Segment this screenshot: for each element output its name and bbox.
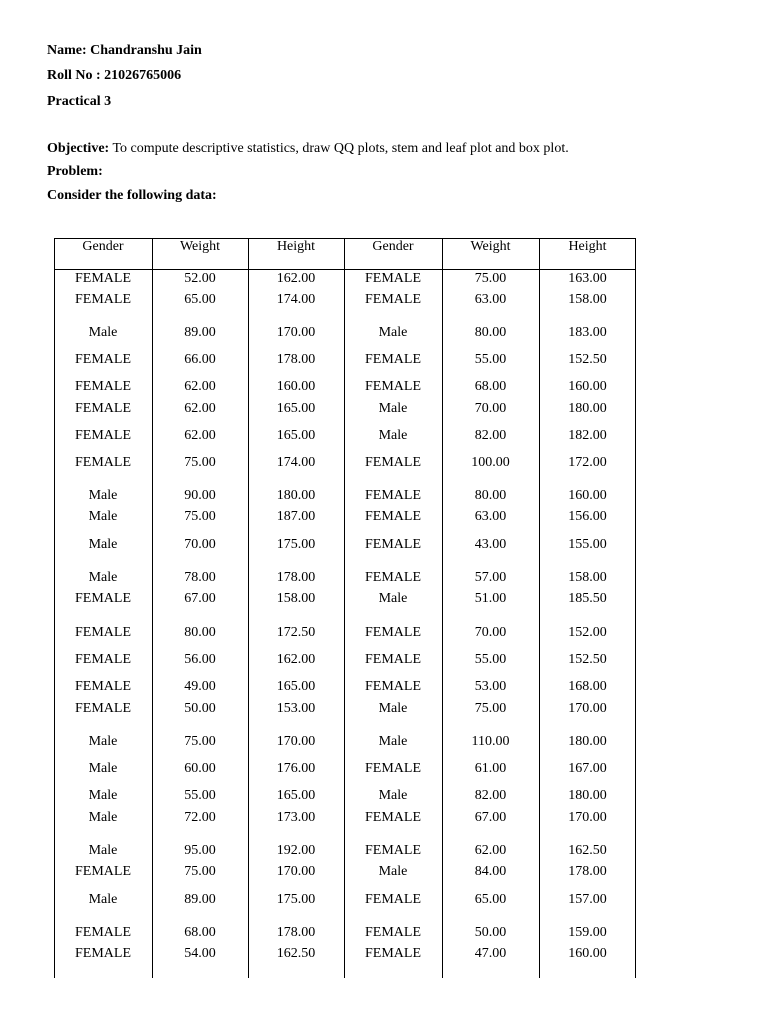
table-cell: 168.00	[568, 679, 607, 694]
table-cell: 70.00	[184, 537, 216, 552]
table-cell: 192.00	[276, 843, 316, 858]
table-cell: 62.00	[184, 428, 216, 443]
table-cell: 153.00	[276, 701, 316, 716]
table-cell: FEMALE	[75, 271, 131, 286]
table-cell: 182.00	[568, 428, 607, 443]
table-cell: Male	[88, 843, 118, 858]
table-cell: FEMALE	[75, 625, 131, 640]
table-header-cell: Weight	[179, 239, 221, 254]
table-cell: FEMALE	[365, 292, 421, 307]
table-cell: 75.00	[184, 509, 216, 524]
table-cell: 80.00	[474, 325, 507, 340]
problem-label: Problem:	[47, 164, 103, 179]
table-cell: FEMALE	[75, 701, 131, 716]
table-cell: FEMALE	[365, 455, 421, 470]
table-cell: 54.00	[184, 946, 216, 961]
table-cell: FEMALE	[365, 509, 421, 524]
table-cell: 110.00	[471, 734, 510, 749]
table-cell: 75.00	[184, 455, 216, 470]
table-cell: 70.00	[474, 401, 507, 416]
table-cell: 178.00	[276, 352, 316, 367]
table-cell: 174.00	[276, 292, 316, 307]
table-cell: FEMALE	[75, 679, 131, 694]
consider-label: Consider the following data:	[47, 188, 217, 203]
table-cell: 175.00	[276, 892, 316, 907]
table-cell: 75.00	[184, 864, 216, 879]
table-cell: 162.50	[276, 946, 316, 961]
table-cell: 172.00	[568, 455, 607, 470]
table-cell: Male	[88, 325, 118, 340]
table-cell: 52.00	[184, 271, 216, 286]
table-cell: 160.00	[568, 946, 607, 961]
table-cell: FEMALE	[365, 946, 421, 961]
roll-number: Roll No : 21026765006	[47, 68, 182, 83]
table-cell: 156.00	[568, 509, 607, 524]
table-cell: FEMALE	[365, 843, 421, 858]
table-cell: 162.50	[568, 843, 607, 858]
table-cell: FEMALE	[75, 864, 131, 879]
table-cell: 95.00	[184, 843, 216, 858]
table-cell: FEMALE	[75, 925, 131, 940]
table-cell: FEMALE	[75, 379, 131, 394]
table-cell: 57.00	[474, 570, 507, 585]
table-cell: FEMALE	[365, 892, 421, 907]
table-cell: 165.00	[276, 401, 316, 416]
table-cell: Male	[378, 701, 408, 716]
table-cell: FEMALE	[75, 401, 131, 416]
table-cell: 53.00	[474, 679, 507, 694]
table-cell: 178.00	[568, 864, 607, 879]
table-cell: Male	[88, 788, 118, 803]
table-header-rule	[54, 269, 636, 270]
table-cell: 180.00	[568, 401, 607, 416]
table-cell: 152.50	[568, 352, 607, 367]
table-cell: FEMALE	[365, 925, 421, 940]
table-cell: FEMALE	[365, 810, 421, 825]
table-cell: 178.00	[276, 925, 316, 940]
table-cell: 80.00	[474, 488, 507, 503]
table-cell: 165.00	[276, 428, 316, 443]
table-cell: 70.00	[474, 625, 507, 640]
objective-line	[47, 141, 569, 157]
table-cell: 84.00	[474, 864, 507, 879]
table-cell: 68.00	[184, 925, 216, 940]
table-cell: 67.00	[474, 810, 507, 825]
table-cell: 160.00	[276, 379, 316, 394]
table-cell: FEMALE	[365, 679, 421, 694]
table-cell: Male	[378, 428, 408, 443]
table-cell: 62.00	[184, 379, 216, 394]
table-cell: 55.00	[474, 652, 507, 667]
table-cell: 158.00	[568, 570, 607, 585]
table-cell: Male	[378, 788, 408, 803]
table-cell: 75.00	[184, 734, 216, 749]
table-cell: Male	[88, 488, 118, 503]
table-header-cell: Weight	[470, 239, 511, 254]
table-cell: 78.00	[184, 570, 216, 585]
table-cell: FEMALE	[365, 570, 421, 585]
table-cell: 82.00	[474, 788, 507, 803]
table-cell: 56.00	[184, 652, 216, 667]
table-cell: 165.00	[276, 679, 316, 694]
table-cell: 50.00	[184, 701, 216, 716]
table-cell: 75.00	[474, 271, 507, 286]
table-cell: 176.00	[276, 761, 316, 776]
table-cell: 187.00	[276, 509, 316, 524]
table-cell: 180.00	[568, 734, 607, 749]
table-cell: 89.00	[184, 892, 216, 907]
table-cell: 180.00	[568, 788, 607, 803]
table-cell: FEMALE	[75, 591, 131, 606]
table-cell: Male	[88, 537, 118, 552]
table-cell: 158.00	[276, 591, 316, 606]
table-cell: 50.00	[474, 925, 507, 940]
table-cell: 170.00	[276, 325, 316, 340]
table-cell: 160.00	[568, 379, 607, 394]
table-cell: 160.00	[568, 488, 607, 503]
table-cell: 65.00	[474, 892, 507, 907]
table-cell: 62.00	[184, 401, 216, 416]
table-cell: 185.50	[568, 591, 607, 606]
table-cell: 158.00	[568, 292, 607, 307]
table-cell: FEMALE	[75, 292, 131, 307]
table-cell: FEMALE	[75, 352, 131, 367]
table-cell: 173.00	[276, 810, 316, 825]
table-cell: 165.00	[276, 788, 316, 803]
table-cell: FEMALE	[75, 652, 131, 667]
table-cell: Male	[88, 761, 118, 776]
table-cell: 63.00	[474, 509, 507, 524]
student-name: Name: Chandranshu Jain	[47, 43, 202, 58]
table-cell: Male	[88, 810, 118, 825]
table-cell: FEMALE	[75, 455, 131, 470]
table-cell: Male	[378, 734, 408, 749]
table-cell: 51.00	[474, 591, 507, 606]
data-table	[54, 238, 636, 978]
table-cell: 61.00	[474, 761, 507, 776]
table-cell: Male	[88, 892, 118, 907]
table-cell: Male	[378, 401, 408, 416]
table-cell: Male	[378, 591, 408, 606]
table-cell: 82.00	[474, 428, 507, 443]
table-cell: 155.00	[568, 537, 607, 552]
table-cell: 72.00	[184, 810, 216, 825]
table-cell: 152.00	[568, 625, 607, 640]
table-cell: 90.00	[184, 488, 216, 503]
table-cell: 163.00	[568, 271, 607, 286]
table-cell: 47.00	[474, 946, 507, 961]
table-header-cell: Gender	[82, 239, 124, 254]
objective-text: To compute descriptive statistics, draw QQ plots, stem and leaf plot and box plot.	[109, 141, 569, 156]
table-cell: 167.00	[568, 761, 607, 776]
table-cell: FEMALE	[75, 946, 131, 961]
table-cell: Male	[378, 325, 408, 340]
table-cell: 170.00	[276, 734, 316, 749]
table-cell: FEMALE	[365, 488, 421, 503]
table-cell: 178.00	[276, 570, 316, 585]
table-cell: FEMALE	[365, 379, 421, 394]
table-cell: 162.00	[276, 652, 316, 667]
table-header-cell: Gender	[372, 239, 414, 254]
table-cell: Male	[378, 864, 408, 879]
table-cell: 66.00	[184, 352, 216, 367]
objective-label: Objective:	[47, 141, 110, 156]
table-cell: 43.00	[474, 537, 507, 552]
table-cell: 67.00	[184, 591, 216, 606]
table-cell: FEMALE	[365, 352, 421, 367]
table-cell: 172.50	[276, 625, 316, 640]
table-cell: FEMALE	[365, 625, 421, 640]
table-cell: 65.00	[184, 292, 216, 307]
table-cell: 62.00	[474, 843, 507, 858]
table-cell: 159.00	[568, 925, 607, 940]
table-cell: 157.00	[568, 892, 607, 907]
table-header-cell: Height	[568, 239, 607, 254]
table-cell: FEMALE	[365, 537, 421, 552]
table-cell: FEMALE	[365, 652, 421, 667]
table-header-cell: Height	[276, 239, 316, 254]
table-cell: Male	[88, 734, 118, 749]
table-cell: 175.00	[276, 537, 316, 552]
table-cell: FEMALE	[365, 761, 421, 776]
table-cell: 180.00	[276, 488, 316, 503]
table-cell: 162.00	[276, 271, 316, 286]
table-cell: 183.00	[568, 325, 607, 340]
table-cell: 68.00	[474, 379, 507, 394]
table-cell: 170.00	[276, 864, 316, 879]
table-cell: 89.00	[184, 325, 216, 340]
table-cell: 55.00	[474, 352, 507, 367]
table-cell: 174.00	[276, 455, 316, 470]
table-cell: FEMALE	[75, 428, 131, 443]
table-cell: 55.00	[184, 788, 216, 803]
table-cell: 152.50	[568, 652, 607, 667]
table-cell: 170.00	[568, 810, 607, 825]
table-cell: FEMALE	[365, 271, 421, 286]
practical-title: Practical 3	[47, 94, 112, 109]
table-cell: Male	[88, 570, 118, 585]
table-cell: 63.00	[474, 292, 507, 307]
table-cell: 49.00	[184, 679, 216, 694]
table-cell: 100.00	[471, 455, 510, 470]
table-cell: 80.00	[184, 625, 216, 640]
table-cell: Male	[88, 509, 118, 524]
table-cell: 170.00	[568, 701, 607, 716]
table-cell: 60.00	[184, 761, 216, 776]
table-cell: 75.00	[474, 701, 507, 716]
